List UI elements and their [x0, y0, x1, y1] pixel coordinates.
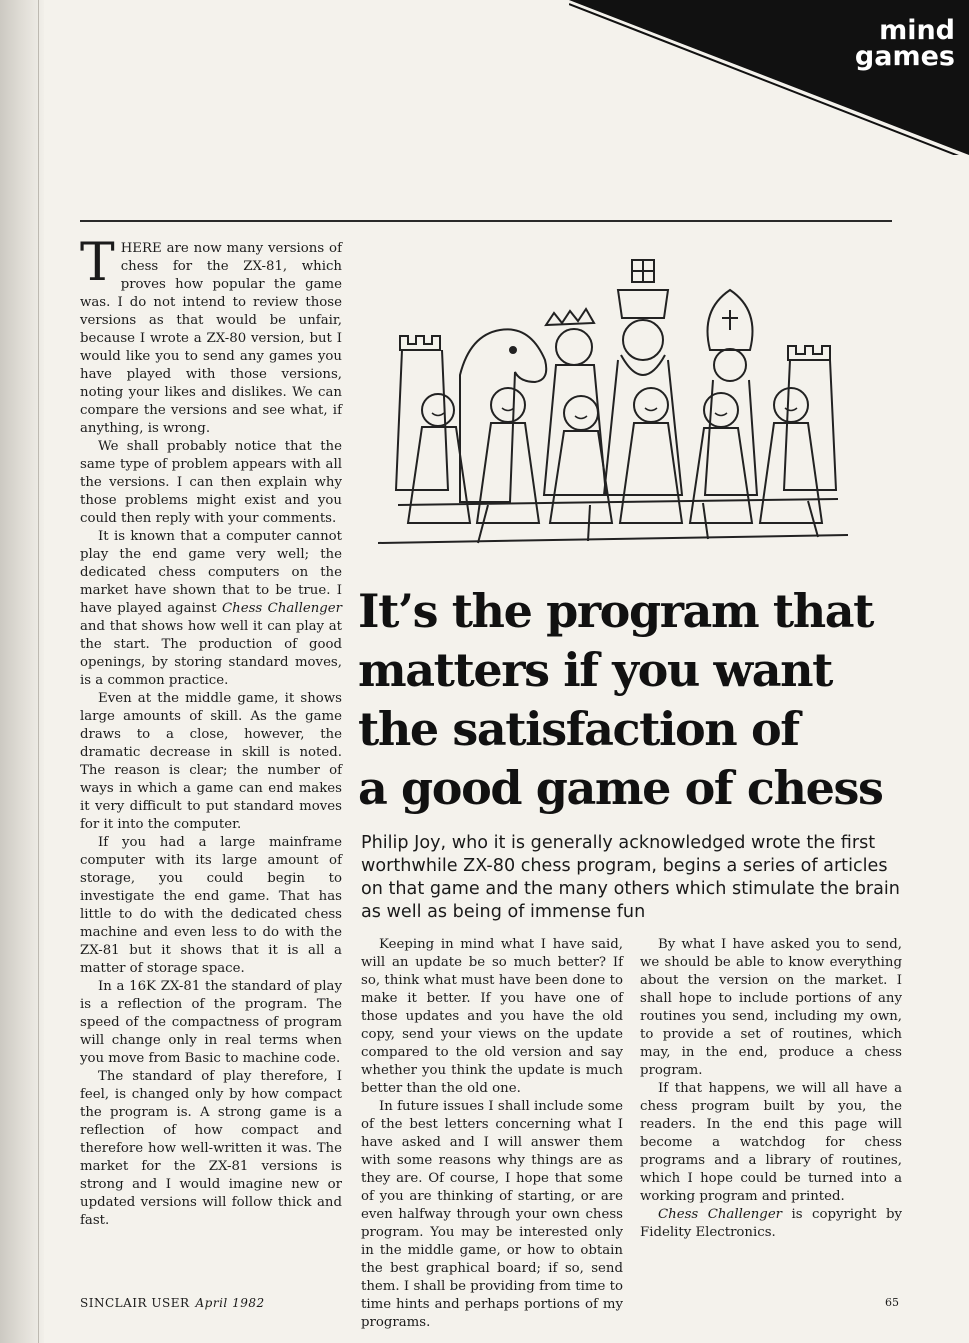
article-paragraph: Even at the middle game, it shows large amounts of skill. As the game draws to a close, however, the dramatic decrease in skill is noted. The reason is clear; the number of ways in which a game can end makes it very difficult to put standard moves for it into the computer. — [80, 691, 342, 832]
article-paragraph — [80, 528, 342, 690]
article-column-2 — [361, 936, 623, 1332]
article-paragraph: By what I have asked you to send, we should be able to know everything about the version on the market. I shall hope to include portions of any routines you send, including my own, to provide a set of routines, which may, in the end, produce a chess program. — [640, 937, 902, 1078]
article-paragraph: We shall probably notice that the same type of problem appears with all the versions. I can then explain why those problems might exist and you could then reply with your comments. — [80, 439, 342, 526]
product-name: Chess Challenger — [222, 601, 342, 616]
spine-gutter-line — [38, 0, 39, 1343]
article-paragraph: If you had a large mainframe computer with its large amount of storage, you could begin to investigate the end game. That has little to do with the dedicated chess machine and even less to do with the ZX-81 but it shows that it is all a matter of storage space. — [80, 835, 342, 976]
section-label — [805, 15, 955, 72]
chess-pieces-illustration — [378, 255, 868, 555]
headline-line: the satisfaction of — [358, 702, 799, 756]
product-name: Chess Challenger — [658, 1207, 783, 1222]
article-paragraph: If that happens, we will all have a chess program built by you, the readers. In the end this page will become a watchdog for chess programs and a library of routines, which I hope could be turned into a working program and printed. — [640, 1081, 902, 1204]
article-paragraph: In future issues I shall include some of the best letters concerning what I have asked and I will answer them with some reasons why things are as they are. Of course, I hope that some of you are thinking of starting, or are even halfway through your own chess program. You may be interested only in the middle game, or how to obtain the best graphical board; if so, send them. I shall be providing from time to time hints and perhaps portions of my programs. — [361, 1099, 623, 1330]
section-label-line2: games — [854, 41, 955, 72]
paragraph-text: It is known that a computer cannot play the end game very well; the dedicated chess computers on the market have shown that to be true. I have played against — [80, 529, 342, 616]
paragraph-text: HERE are now many versions of chess for the ZX-81, which proves how popular the game was. I do not intend to review those versions as that would be unfair, because I wrote a ZX-80 version, but I would like you to send any games you have played with those versions, noting your likes and dislikes. We can compare the versions and see what, if anything, is wrong. — [80, 241, 342, 436]
headline-line: It’s the program that — [358, 584, 873, 638]
page-number: 65 — [885, 1296, 899, 1309]
article-column-3 — [640, 936, 902, 1242]
footer-credit — [80, 1296, 265, 1310]
article-paragraph: In a 16K ZX-81 the standard of play is a reflection of the program. The speed of the compactness of program will change only in real terms when you move from Basic to machine code. — [80, 979, 342, 1066]
paragraph-text: is copyright by Fidelity Electronics. — [640, 1207, 902, 1240]
article-paragraph — [640, 1206, 902, 1242]
header-rule — [80, 220, 892, 222]
headline — [358, 582, 918, 818]
article-paragraph: The standard of play therefore, I feel, is changed only by how compact the program is. A strong game is a reflection of how compact and therefore how well-written it was. The market for the ZX-81 versions is strong and I would imagine new or updated versions will follow thick and fast. — [80, 1069, 342, 1228]
section-label-line1: mind — [879, 15, 955, 46]
magazine-name: SINCLAIR USER — [80, 1296, 190, 1310]
article-column-1 — [80, 233, 342, 1230]
article-paragraph: Keeping in mind what I have said, will an update be so much better? If so, think what must have been done to make it better. If you have one of those updates and you have the old copy, send your views on the update compared to the old version and say whether you think the update is much better than the old one. — [361, 937, 623, 1096]
paragraph-text: and that shows how well it can play at the start. The production of good openings, by storing standard moves, is a common practice. — [80, 619, 342, 688]
drop-cap: T — [80, 233, 115, 293]
standfirst: Philip Joy, who it is generally acknowledged wrote the first worthwhile ZX-80 chess program, begins a series of articles on that game and the many others which stimulate the brain as well as being of immense fun — [361, 833, 900, 922]
headline-line: a good game of chess — [358, 761, 883, 815]
headline-line: matters if you want — [358, 643, 833, 697]
article-paragraph — [80, 233, 342, 438]
issue-date: April 1982 — [195, 1296, 265, 1310]
